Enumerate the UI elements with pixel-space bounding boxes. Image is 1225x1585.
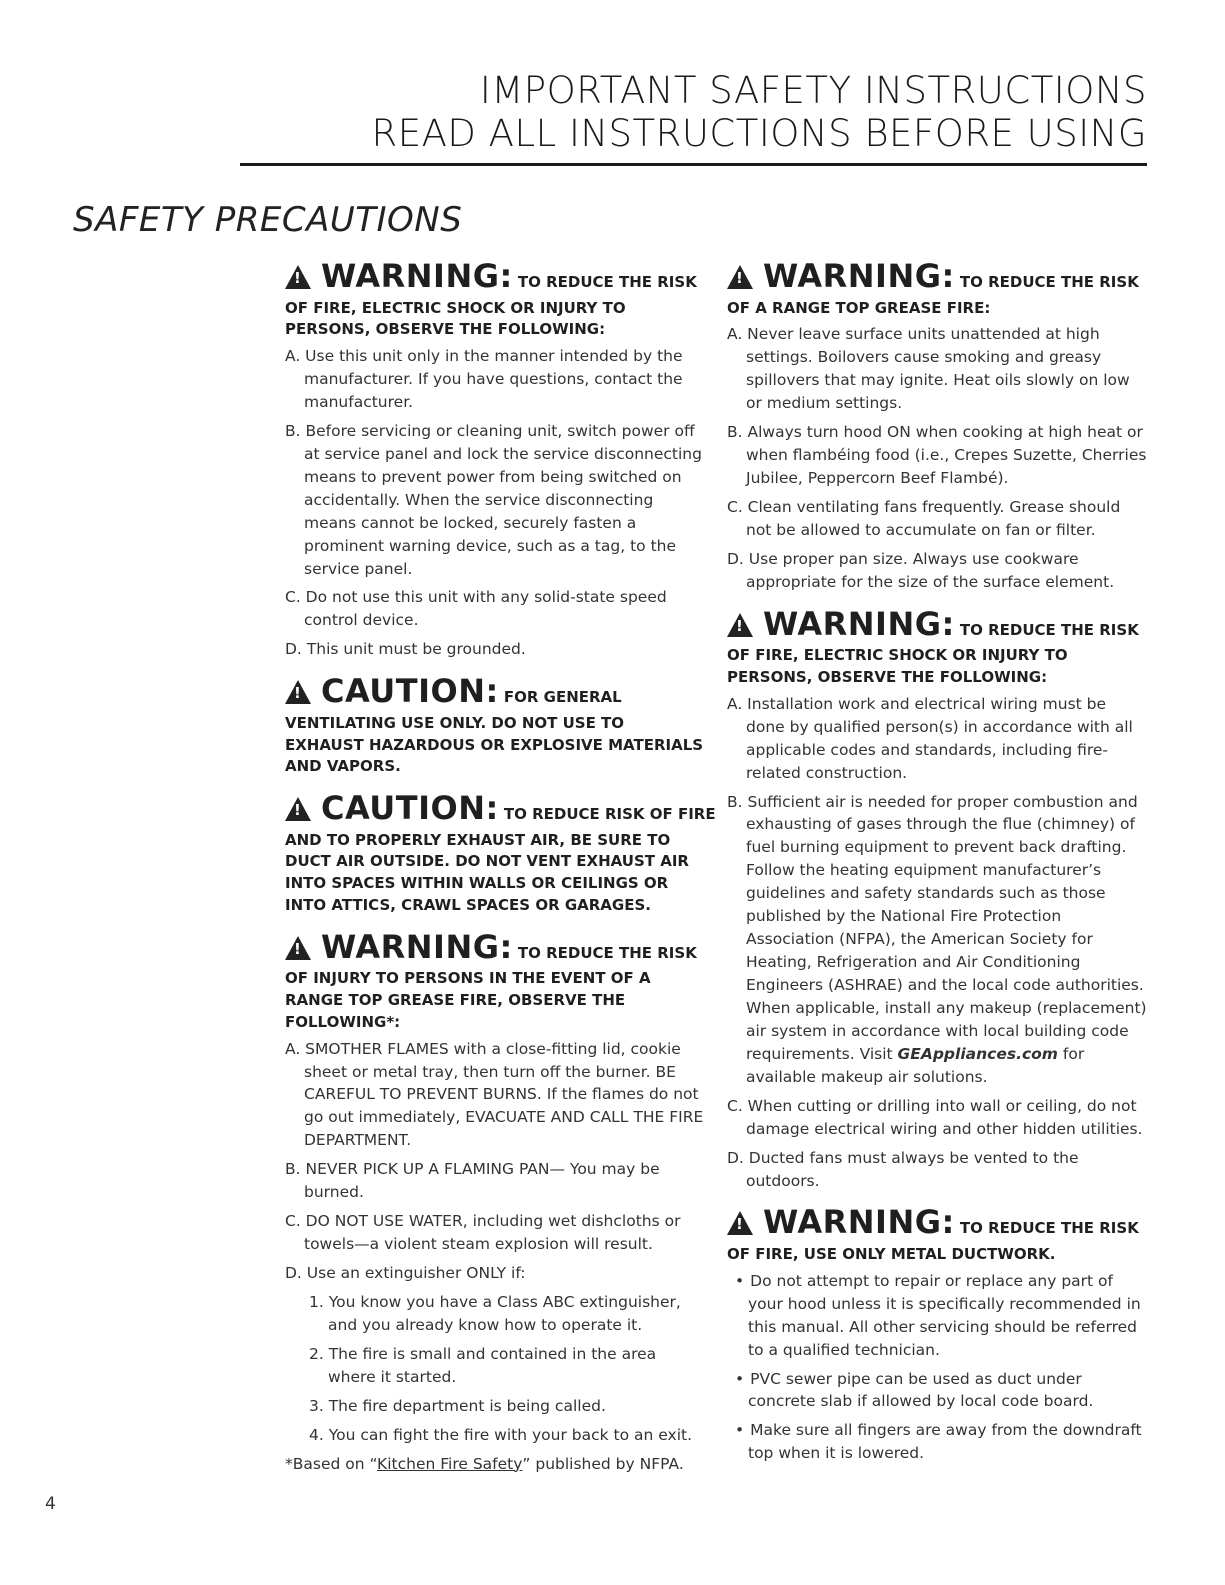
list-item: A. SMOTHER FLAMES with a close-fitting lid, cookie sheet or metal tray, then turn off the burner. BE CAREFUL TO PREVENT BURNS. If the flames do not go out immediately, EVACUATE AND CALL THE FIRE DEPARTMENT. bbox=[285, 1039, 704, 1150]
list-item: B. NEVER PICK UP A FLAMING PAN— You may be burned. bbox=[285, 1160, 660, 1202]
list-item: D. Use an extinguisher ONLY if: bbox=[285, 1264, 526, 1282]
warning-subheading: OF INJURY TO PERSONS IN THE EVENT OF A RANGE TOP GREASE FIRE, OBSERVE THE FOLLOWING*: bbox=[285, 969, 651, 1031]
sub-list-item: 3. The fire department is being called. bbox=[309, 1396, 606, 1415]
list-item: D. This unit must be grounded. bbox=[285, 640, 526, 659]
page-number: 4 bbox=[45, 1494, 56, 1514]
warning-label: WARNING: bbox=[763, 604, 955, 643]
warning-lead: TO REDUCE THE RISK bbox=[959, 273, 1139, 291]
warning-subheading: OF FIRE, ELECTRIC SHOCK OR INJURY TO PERSONS, OBSERVE THE FOLLOWING: bbox=[285, 298, 626, 339]
caution-subheading: VENTILATING USE ONLY. DO NOT USE TO EXHAUST HAZARDOUS OR EXPLOSIVE MATERIALS AND VAPORS. bbox=[285, 713, 704, 776]
bullet-dot-icon: • bbox=[735, 1369, 745, 1388]
bullet-item: • PVC sewer pipe can be used as duct under concrete slab if allowed by local code board. bbox=[735, 1369, 1094, 1411]
warning-block-ductwork bbox=[727, 1203, 1147, 1465]
warning-block-fire-shock bbox=[285, 257, 705, 661]
extinguisher-conditions bbox=[309, 1291, 705, 1447]
warning-triangle-icon bbox=[285, 265, 311, 289]
bullet-item: • Do not attempt to repair or replace any part of your hood unless it is specifically recommended in this manual. All other servicing should be referred to a qualified technician. bbox=[735, 1271, 1141, 1359]
warning-block-grease-fire bbox=[285, 927, 705, 1476]
warning-triangle-icon bbox=[727, 265, 753, 289]
caution-triangle-icon bbox=[285, 797, 311, 821]
caution-lead: TO REDUCE RISK OF FIRE bbox=[503, 805, 716, 824]
header-line-2: READ ALL INSTRUCTIONS BEFORE USING bbox=[371, 112, 1147, 155]
caution-lead: FOR GENERAL bbox=[503, 688, 622, 707]
caution-block-exhaust bbox=[285, 789, 716, 917]
list-item: D. Use proper pan size. Always use cookware appropriate for the size of the surface element. bbox=[727, 549, 1115, 591]
warning-label: WARNING: bbox=[763, 1203, 955, 1242]
list-item: C. Do not use this unit with any solid-state speed control device. bbox=[285, 588, 667, 630]
list-item: C. DO NOT USE WATER, including wet dishcloths or towels—a violent steam explosion will result. bbox=[285, 1212, 681, 1254]
warning-lead: TO REDUCE THE RISK bbox=[517, 943, 697, 962]
footnote: *Based on “Kitchen Fire Safety” published by NFPA. bbox=[285, 1454, 684, 1473]
bullet-dot-icon: • bbox=[735, 1421, 745, 1440]
list-item: A. Never leave surface units unattended at high settings. Boilovers cause smoking and greasy spillovers that may ignite. Heat oils slowly on low or medium settings. bbox=[727, 325, 1130, 413]
bullet-dot-icon: • bbox=[735, 1271, 745, 1290]
caution-triangle-icon bbox=[285, 680, 311, 704]
warning-triangle-icon bbox=[285, 936, 311, 960]
caution-label: CAUTION: bbox=[321, 672, 499, 711]
footnote-source-title: Kitchen Fire Safety bbox=[377, 1454, 523, 1473]
bullet-item: • Make sure all fingers are away from the downdraft top when it is lowered. bbox=[735, 1421, 1142, 1463]
warning-label: WARNING: bbox=[321, 257, 513, 295]
caution-block-ventilating bbox=[285, 672, 705, 778]
caution-subheading: AND TO PROPERLY EXHAUST AIR, BE SURE TO DUCT AIR OUTSIDE. DO NOT VENT EXHAUST AIR INTO SPACES WITHIN WALLS OR CEILINGS OR INTO ATTICS, CRAWL SPACES OR GARAGES. bbox=[285, 830, 689, 914]
warning-lead: TO REDUCE THE RISK bbox=[959, 1219, 1139, 1238]
list-item: D. Ducted fans must always be vented to the outdoors. bbox=[727, 1148, 1079, 1190]
sub-list-item: 1. You know you have a Class ABC extinguisher, and you already know how to operate it. bbox=[309, 1292, 681, 1334]
warning-subheading: OF FIRE, ELECTRIC SHOCK OR INJURY TO PERSONS, OBSERVE THE FOLLOWING: bbox=[727, 646, 1068, 686]
warning-label: WARNING: bbox=[763, 257, 955, 295]
section-title: SAFETY PRECAUTIONS bbox=[73, 200, 463, 240]
warning-triangle-icon bbox=[727, 613, 753, 637]
warning-lead: TO REDUCE THE RISK bbox=[517, 273, 697, 291]
warning-triangle-icon bbox=[727, 1211, 753, 1235]
warning-subheading: OF A RANGE TOP GREASE FIRE: bbox=[727, 298, 991, 317]
sub-list-item: 4. You can fight the fire with your back to an exit. bbox=[309, 1425, 693, 1444]
warning-label: WARNING: bbox=[321, 927, 513, 966]
geappliances-link[interactable]: GEAppliances.com bbox=[897, 1044, 1058, 1063]
warning-subheading: OF FIRE, USE ONLY METAL DUCTWORK. bbox=[727, 1245, 1056, 1264]
list-item: A. Use this unit only in the manner intended by the manufacturer. If you have questions, contact the manufacturer. bbox=[285, 347, 683, 411]
list-item: B. Before servicing or cleaning unit, switch power off at service panel and lock the service disconnecting means to prevent power from being switched on accidentally. When the service disconnecting means cannot be locked, securely fasten a prominent warning device, such as a tag, to the service panel. bbox=[285, 421, 702, 578]
warning-lead: TO REDUCE THE RISK bbox=[959, 620, 1139, 639]
list-item: B. Always turn hood ON when cooking at high heat or when flambéing food (i.e., Crepes Suzette, Cherries Jubilee, Peppercorn Beef Flambé). bbox=[727, 423, 1147, 487]
right-column bbox=[727, 257, 1147, 1479]
left-column bbox=[285, 257, 716, 1490]
sub-list-item: 2. The fire is small and contained in the area where it started. bbox=[309, 1344, 657, 1386]
warning-block-range-top bbox=[727, 257, 1147, 594]
header-rule bbox=[240, 163, 1147, 166]
warning-block-installation bbox=[727, 604, 1147, 1193]
header-line-1: IMPORTANT SAFETY INSTRUCTIONS bbox=[479, 69, 1147, 112]
list-item: A. Installation work and electrical wiring must be done by qualified person(s) in accordance with all applicable codes and standards, including fire-related construction. bbox=[727, 694, 1133, 782]
list-item: C. Clean ventilating fans frequently. Grease should not be allowed to accumulate on fan or filter. bbox=[727, 497, 1121, 539]
list-item: C. When cutting or drilling into wall or ceiling, do not damage electrical wiring and other hidden utilities. bbox=[727, 1096, 1143, 1138]
list-item: B. Sufficient air is needed for proper combustion and exhausting of gases through the flue (chimney) of fuel burning equipment to prevent back drafting. Follow the heating equipment manufacturer’s guidelines and safety standards such as those published by the National Fire Protection Association (NFPA), the American Society for Heating, Refrigeration and Air Conditioning Engineers (ASHRAE) and the local code authorities. When applicable, install any makeup (replacement) air system in accordance with local building code requirements. Visit GEAppliances.com for available makeup air solutions. bbox=[727, 792, 1147, 1086]
caution-label: CAUTION: bbox=[321, 789, 499, 828]
